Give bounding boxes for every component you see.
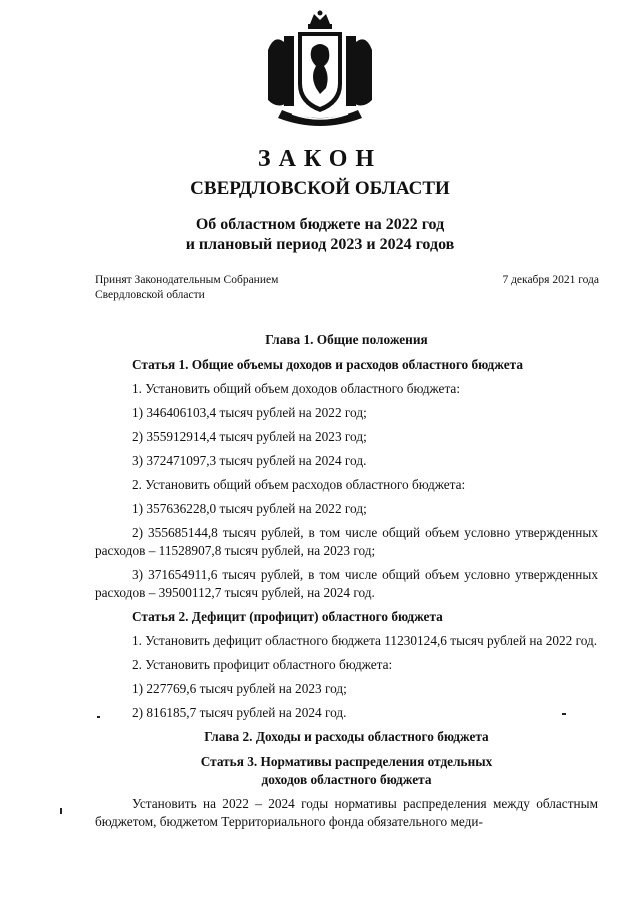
document-type: ЗАКОН xyxy=(257,146,383,172)
article-3-title xyxy=(95,753,598,789)
law-body xyxy=(95,331,598,831)
coat-of-arms-icon xyxy=(262,10,378,130)
law-title-line-2: и плановый период 2023 и 2024 годов xyxy=(185,236,455,253)
region-name: СВЕРДЛОВСКОЙ ОБЛАСТИ xyxy=(190,178,450,199)
article-2-item-2-2: 2) 816185,7 тысяч рублей на 2024 год. xyxy=(132,705,347,720)
article-1-item-1-2: 2) 355912914,4 тысяч рублей на 2023 год; xyxy=(132,429,367,444)
article-3-para-1: Установить на 2022 – 2024 годы нормативы распределения между областным бюджетом, бюджетом Территориального фонда обязательного меди- xyxy=(95,796,598,829)
adoption-line-2: Свердловской области xyxy=(95,289,205,301)
law-title xyxy=(0,215,640,255)
article-3-title-line-1: Статья 3. Нормативы распределения отдельных xyxy=(200,754,493,769)
article-1-item-1-1: 1) 346406103,4 тысяч рублей на 2022 год; xyxy=(132,405,367,420)
law-title-line-1: Об областном бюджете на 2022 год xyxy=(195,216,445,233)
adoption-body xyxy=(95,273,278,303)
scan-speck xyxy=(60,808,62,814)
scan-speck xyxy=(562,713,566,715)
article-2-title: Статья 2. Дефицит (профицит) областного бюджета xyxy=(132,609,443,624)
adoption-line-1: Принят Законодательным Собранием xyxy=(95,274,279,286)
adoption-date: 7 декабря 2021 года xyxy=(502,274,599,286)
article-1-item-2-2: 2) 355685144,8 тысяч рублей, в том числе общий объем условно утвержденных расходов – 11528907,8 тысяч рублей, на 2023 год; xyxy=(95,525,598,558)
article-3-title-line-2: доходов областного бюджета xyxy=(261,772,432,787)
article-1-item-2-3: 3) 371654911,6 тысяч рублей, в том числе общий объем условно утвержденных расходов – 39500112,7 тысяч рублей, на 2024 год. xyxy=(95,567,598,600)
article-1-item-2-1: 1) 357636228,0 тысяч рублей на 2022 год; xyxy=(132,501,367,516)
article-1-para-1: 1. Установить общий объем доходов областного бюджета: xyxy=(132,381,461,396)
article-2-para-1: 1. Установить дефицит областного бюджета 11230124,6 тысяч рублей на 2022 год. xyxy=(132,633,598,648)
chapter-2-title: Глава 2. Доходы и расходы областного бюджета xyxy=(204,729,489,744)
article-2-para-2: 2. Установить профицит областного бюджета: xyxy=(132,657,393,672)
article-1-title: Статья 1. Общие объемы доходов и расходов областного бюджета xyxy=(132,357,523,372)
chapter-1-title: Глава 1. Общие положения xyxy=(265,332,428,347)
article-2-item-2-1: 1) 227769,6 тысяч рублей на 2023 год; xyxy=(132,681,347,696)
scan-speck xyxy=(97,716,100,718)
article-1-para-2: 2. Установить общий объем расходов областного бюджета: xyxy=(132,477,466,492)
article-1-item-1-3: 3) 372471097,3 тысяч рублей на 2024 год. xyxy=(132,453,367,468)
